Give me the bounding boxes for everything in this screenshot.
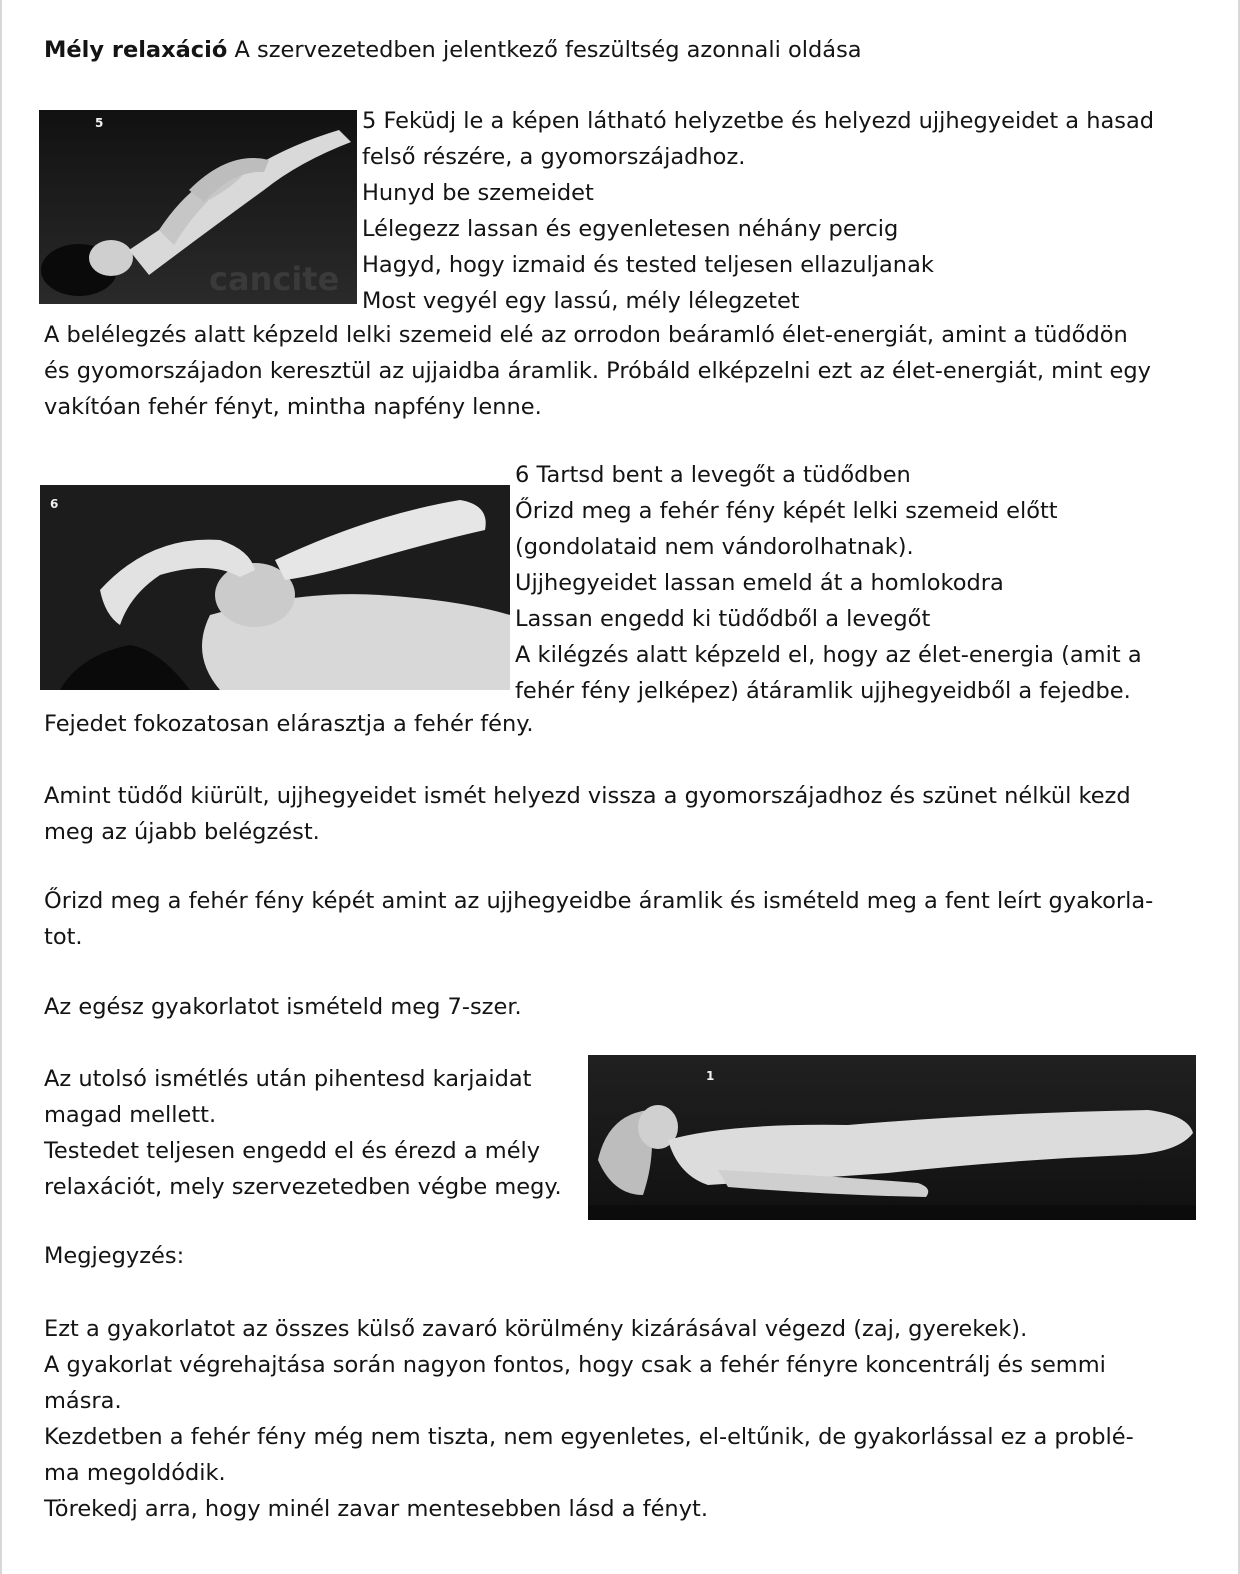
photo-6-number: 6 — [50, 497, 59, 511]
step-6-line: A kilégzés alatt képzeld el, hogy az élet-energia (amit a — [515, 642, 1142, 668]
step-6-line: fehér fény jelképez) átáramlik ujjhegyeidből a fejedbe. — [515, 678, 1131, 704]
step-5-line: 5 Feküdj le a képen látható helyzetbe és helyezd ujjhegyeidet a hasad — [362, 108, 1155, 134]
paragraph-inhale — [44, 317, 1151, 425]
note-line: Ezt a gyakorlatot az összes külső zavaró körülmény kizárásával végezd (zaj, gyerekek). — [44, 1316, 1028, 1342]
step-5-line: felső részére, a gyomorszájadhoz. — [362, 144, 746, 170]
paragraph-line: és gyomorszájadon keresztül az ujjaidba áramlik. Próbáld elképzelni ezt az élet-energiát, mint egy — [44, 358, 1151, 384]
note-line: másra. — [44, 1388, 122, 1414]
title-subtitle: A szervezetedben jelentkező feszültség azonnali oldása — [234, 37, 862, 63]
paragraph-rest — [44, 1061, 562, 1205]
paragraph-head-fill: Fejedet fokozatosan elárasztja a fehér fény. — [44, 711, 534, 737]
paragraph-line: tot. — [44, 924, 83, 950]
step-5-line: Hunyd be szemeidet — [362, 180, 594, 206]
paragraph-line: magad mellett. — [44, 1102, 217, 1128]
step-6-line: (gondolataid nem vándorolhatnak). — [515, 534, 914, 560]
paragraph-line: Amint tüdőd kiürült, ujjhegyeidet ismét helyezd vissza a gyomorszájadhoz és szünet nélkül kezd — [44, 783, 1131, 809]
paragraph-line: relaxációt, mely szervezetedben végbe megy. — [44, 1174, 562, 1200]
paragraph-seven-times: Az egész gyakorlatot ismételd meg 7-szer. — [44, 994, 522, 1020]
notes-text — [44, 1311, 1134, 1527]
step-6-line: Őrizd meg a fehér fény képét lelki szemeid előtt — [515, 498, 1058, 524]
page-edge-left — [0, 0, 2, 1574]
step-6-line: Lassan engedd ki tüdődből a levegőt — [515, 606, 931, 632]
photo-1-number: 1 — [706, 1069, 715, 1083]
step-6-line: 6 Tartsd bent a levegőt a tüdődben — [515, 462, 911, 488]
note-line: A gyakorlat végrehajtása során nagyon fontos, hogy csak a fehér fényre koncentrálj és semmi — [44, 1352, 1106, 1378]
note-line: Kezdetben a fehér fény még nem tiszta, nem egyenletes, el-eltűnik, de gyakorlással ez a problé- — [44, 1424, 1134, 1450]
photo-5-watermark: cancite — [209, 260, 340, 298]
title-bold: Mély relaxáció — [44, 37, 228, 63]
step-5-text — [362, 103, 1154, 319]
step-6-text — [515, 457, 1142, 709]
photo-5-number: 5 — [95, 116, 104, 130]
note-heading: Megjegyzés: — [44, 1243, 185, 1269]
paragraph-line: meg az újabb belégzést. — [44, 819, 320, 845]
step-6-line: Ujjhegyeidet lassan emeld át a homlokodra — [515, 570, 1004, 596]
photo-6-illustration — [40, 485, 510, 690]
paragraph-exhale — [44, 778, 1131, 850]
paragraph-line: vakítóan fehér fényt, mintha napfény lenne. — [44, 394, 542, 420]
step-5-line: Lélegezz lassan és egyenletesen néhány percig — [362, 216, 899, 242]
step-5-line: Most vegyél egy lassú, mély lélegzetet — [362, 288, 800, 314]
photo-1-illustration — [588, 1055, 1196, 1220]
step-5-line: Hagyd, hogy izmaid és tested teljesen ellazuljanak — [362, 252, 934, 278]
note-line: Törekedj arra, hogy minél zavar mentesebben lásd a fényt. — [44, 1496, 708, 1522]
paragraph-repeat — [44, 883, 1153, 955]
photo-step-6 — [40, 485, 510, 690]
paragraph-line: Testedet teljesen engedd el és érezd a mély — [44, 1138, 541, 1164]
paragraph-line: A belélegzés alatt képzeld lelki szemeid elé az orrodon beáramló élet-energiát, amint a tüdődön — [44, 322, 1128, 348]
paragraph-line: Őrizd meg a fehér fény képét amint az ujjhegyeidbe áramlik és ismételd meg a fent leírt gyakorla- — [44, 888, 1154, 914]
photo-step-1 — [588, 1055, 1196, 1220]
paragraph-line: Az utolsó ismétlés után pihentesd karjaidat — [44, 1066, 532, 1092]
photo-step-5 — [39, 110, 357, 304]
page-title — [44, 32, 862, 68]
note-line: ma megoldódik. — [44, 1460, 226, 1486]
